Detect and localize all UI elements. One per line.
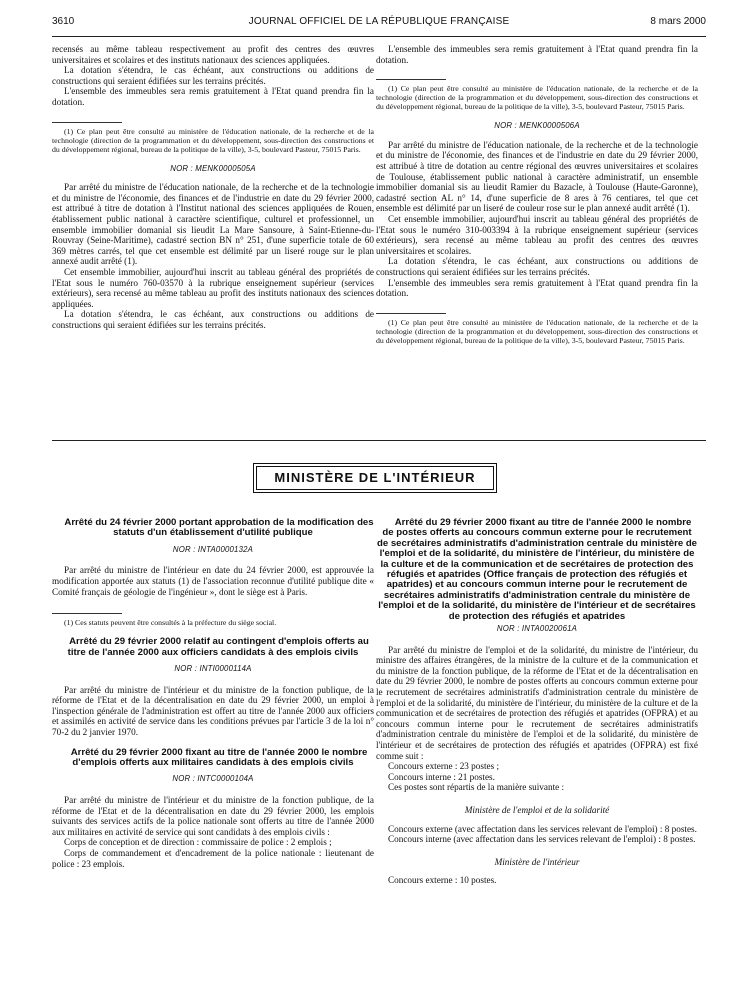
section-divider xyxy=(52,440,706,441)
paragraph: Par arrêté du ministre de l'intérieur et du ministre de la fonction publique, de la réforme de l'Etat et de la décentralisation en date du 29 février 2000, un emploi à l'inspection générale de l'administration est offert au titre de l'année 2000 aux officiers et assimilés en activité de service dans les conditions prévues par l'article 3 de la loi n° 70-2 du 2 janvier 1970. xyxy=(52,684,374,737)
paragraph: La dotation s'étendra, le cas échéant, aux constructions ou additions de constructions qui seraient édifiées sur les terrains précités. xyxy=(52,309,374,330)
nor-reference: NOR : INTA0000132A xyxy=(172,544,254,554)
bottom-left-column xyxy=(52,518,374,869)
list-item: Ces postes sont répartis de la manière suivante : xyxy=(388,782,565,793)
page-number: 3610 xyxy=(52,16,75,27)
list-item: Concours externe : 10 postes. xyxy=(388,875,497,886)
paragraph: Par arrêté du ministre de l'éducation nationale, de la recherche et de la technologie et du ministre de l'économie, des finances et de l'industrie en date du 29 février 2000, est attribué à titre de dotation au centre régional des œuvres universitaires et scolaires de Toulouse, établissement public national à caractère administratif, un ensemble immobilier domanial sis au lieudit Ramier du Bazacle, à Toulouse (Haute-Garonne), cadastré section AL n° 14, d'une superficie de 8 ares à 76 centiares, tel que cet ensemble est délimité par un liseré de couleur rose sur le plan annexé audit arrêté (1). xyxy=(376,139,698,214)
footnote: (1) Ces statuts peuvent être consultés à la préfecture du siège social. xyxy=(64,618,277,628)
paragraph: Par arrêté du ministre de l'intérieur et du ministre de la fonction publique, de la réforme de l'Etat et de la décentralisation en date du 29 février 2000, les emplois suivants des services actifs de la police nationale sont offerts au titre de l'année 2000 aux militaires en activité de service qui sont candidats à des emplois civils : xyxy=(52,794,374,837)
top-left-column xyxy=(52,44,374,330)
top-right-column xyxy=(376,44,698,345)
page-header xyxy=(52,16,706,37)
footnote: (1) Ce plan peut être consulté au ministère de l'éducation nationale, de la recherche et de la technologie (direction de la programmation et du développement, sous-direction des constructions et du développement régional, bureau de la politique de la ville), 3-5, boulevard Pasteur, 75015 Paris. xyxy=(376,317,698,345)
paragraph: L'ensemble des immeubles sera remis gratuitement à l'Etat quand prendra fin la dotation. xyxy=(376,277,698,299)
paragraph: recensés au même tableau respectivement au profit des centres des œuvres universitaires et scolaires et des instituts nationaux des sciences appliquées. xyxy=(52,44,374,65)
bottom-right-column xyxy=(376,518,698,886)
footnote: (1) Ce plan peut être consulté au ministère de l'éducation nationale, de la recherche et de la technologie (direction de la programmation et du développement, sous-direction des constructions et du développement régional, bureau de la politique de la ville), 3-5, boulevard Pasteur, 75015 Paris. xyxy=(52,126,374,154)
decree-title: Arrêté du 29 février 2000 fixant au titre de l'année 2000 le nombre de postes offerts au concours commun externe pour le recrutement de secrétaires administratifs d'administration centrale du ministère de l'emploi et de la solidarité, du ministère de l'intérieur, du ministère de la culture et de la communication et de secrétaires de protection des réfugiés et apatrides (Office français de protection des réfugiés et apatrides) et au concours commun interne pour le recrutement de secrétaires administratifs d'administration centrale du ministère de l'emploi et de la solidarité, du ministère de l'intérieur et de secrétaires de protection des réfugiés et apatrides xyxy=(376,517,698,622)
issue-date: 8 mars 2000 xyxy=(650,16,706,27)
journal-title: JOURNAL OFFICIEL DE LA RÉPUBLIQUE FRANÇAISE xyxy=(248,16,510,27)
list-item: Concours interne : 21 postes. xyxy=(388,771,495,782)
paragraph: Par arrêté du ministre de l'éducation nationale, de la recherche et de la technologie et du ministre de l'économie, des finances et de l'industrie en date du 29 février 2000, est attribué à titre de dotation à l'Institut national des sciences appliquées de Rouen, établissement public national à caractère scientifique, culturel et professionnel, un ensemble immobilier domanial sis lieudit La Mare Sansoure, à Saint-Etienne-du-Rouvray (Seine-Maritime), cadastré section BN n° 251, d'une superficie totale de 60 369 mètres carrés, tel que cet ensemble est délimité par un liseré rouge sur le plan annexé audit arrêté (1). xyxy=(52,182,374,267)
nor-reference: NOR : INTC0000104A xyxy=(172,774,254,784)
paragraph: Cet ensemble immobilier, aujourd'hui inscrit au tableau général des propriétés de l'Etat sous le numéro 310-003394 à la rubrique enseignement supérieur (services extérieurs), sera recensé au même tableau au profit des centres des œuvres universitaires et scolaires. xyxy=(376,213,698,256)
nor-reference: NOR : INTA0020061A xyxy=(496,624,578,634)
nor-reference: NOR : MENK0000506A xyxy=(494,121,580,131)
footnote: (1) Ce plan peut être consulté au ministère de l'éducation nationale, de la recherche et de la technologie (direction de la programmation et du développement, sous-direction des constructions et du développement régional, bureau de la politique de la ville), 3-5, boulevard Pasteur, 75015 Paris. xyxy=(376,84,698,112)
list-item: Concours externe (avec affectation dans les services relevant de l'emploi) : 8 postes. xyxy=(388,823,697,834)
paragraph: Corps de conception et de direction : commissaire de police : 2 emplois ; xyxy=(64,837,332,848)
paragraph: Par arrêté du ministre de l'intérieur en date du 24 février 2000, est approuvée la modification apportée aux statuts (1) de l'association reconnue d'utilité publique dite « Comité français de géologie de l'ingénieur », dont le siège est à Paris. xyxy=(52,565,374,597)
section-title: Ministère de l'emploi et de la solidarité xyxy=(464,804,610,815)
footnote-rule xyxy=(52,122,122,123)
paragraph: L'ensemble des immeubles sera remis gratuitement à l'Etat quand prendra fin la dotation. xyxy=(376,44,698,65)
footnote-rule xyxy=(376,313,446,314)
paragraph: Corps de commandement et d'encadrement de la police nationale : lieutenant de police : 23 emplois. xyxy=(52,847,374,869)
list-item: Concours interne (avec affectation dans les services relevant de l'emploi) : 8 postes. xyxy=(388,834,696,845)
footnote-rule xyxy=(376,79,446,80)
paragraph: L'ensemble des immeubles sera remis gratuitement à l'Etat quand prendra fin la dotation. xyxy=(52,86,374,107)
decree-title: Arrêté du 29 février 2000 fixant au titre de l'année 2000 le nombre d'emplois offerts aux militaires candidats à des emplois civils xyxy=(70,746,368,768)
paragraph: Par arrêté du ministre de l'emploi et de la solidarité, du ministre de l'intérieur, du ministre des affaires étrangères, de la ministre de la culture et de la communication et du ministre de la fonction publique, de la réforme de l'Etat et de la décentralisation en date du 29 février 2000, le nombre de postes offerts au concours commun externe pour le recrutement de secrétaires administratifs d'administration centrale du ministère de l'emploi et de la solidarité, du ministère de l'intérieur, du ministère de la culture et de la communication et de secrétaires de protection des réfugiés et apatrides (OFPRA) et au concours commun interne pour le recrutement de secrétaires administratifs d'administration centrale du ministère de l'emploi et de la solidarité, du ministère de l'intérieur et de secrétaires de protection des réfugiés et apatrides (OFPRA) est fixé comme suit : xyxy=(376,644,698,761)
footnote-rule xyxy=(52,613,122,614)
section-title: Ministère de l'intérieur xyxy=(494,856,580,867)
nor-reference: NOR : INTI0000114A xyxy=(174,664,252,673)
decree-title: Arrêté du 29 février 2000 relatif au contingent d'emplois offerts au titre de l'année 2000 aux officiers candidats à des emplois civils xyxy=(67,636,369,658)
ministry-heading: MINISTÈRE DE L'INTÉRIEUR xyxy=(256,466,494,490)
list-item: Concours externe : 23 postes ; xyxy=(388,761,499,772)
nor-reference: NOR : MENK0000505A xyxy=(170,163,256,173)
paragraph: La dotation s'étendra, le cas échéant, aux constructions ou additions de constructions qui seraient édifiées sur les terrains précités. xyxy=(52,65,374,86)
decree-title: Arrêté du 24 février 2000 portant approbation de la modification des statuts d'un établissement d'utilité publique xyxy=(64,517,374,539)
paragraph: Cet ensemble immobilier, aujourd'hui inscrit au tableau général des propriétés de l'Etat sous le numéro 760-03570 à la rubrique enseignement supérieur (services extérieurs), sera recensé au même tableau au profit des instituts nationaux des sciences appliquées. xyxy=(52,266,374,309)
paragraph: La dotation s'étendra, le cas échéant, aux constructions ou additions de constructions qui seraient édifiées sur les terrains précités. xyxy=(376,256,698,277)
